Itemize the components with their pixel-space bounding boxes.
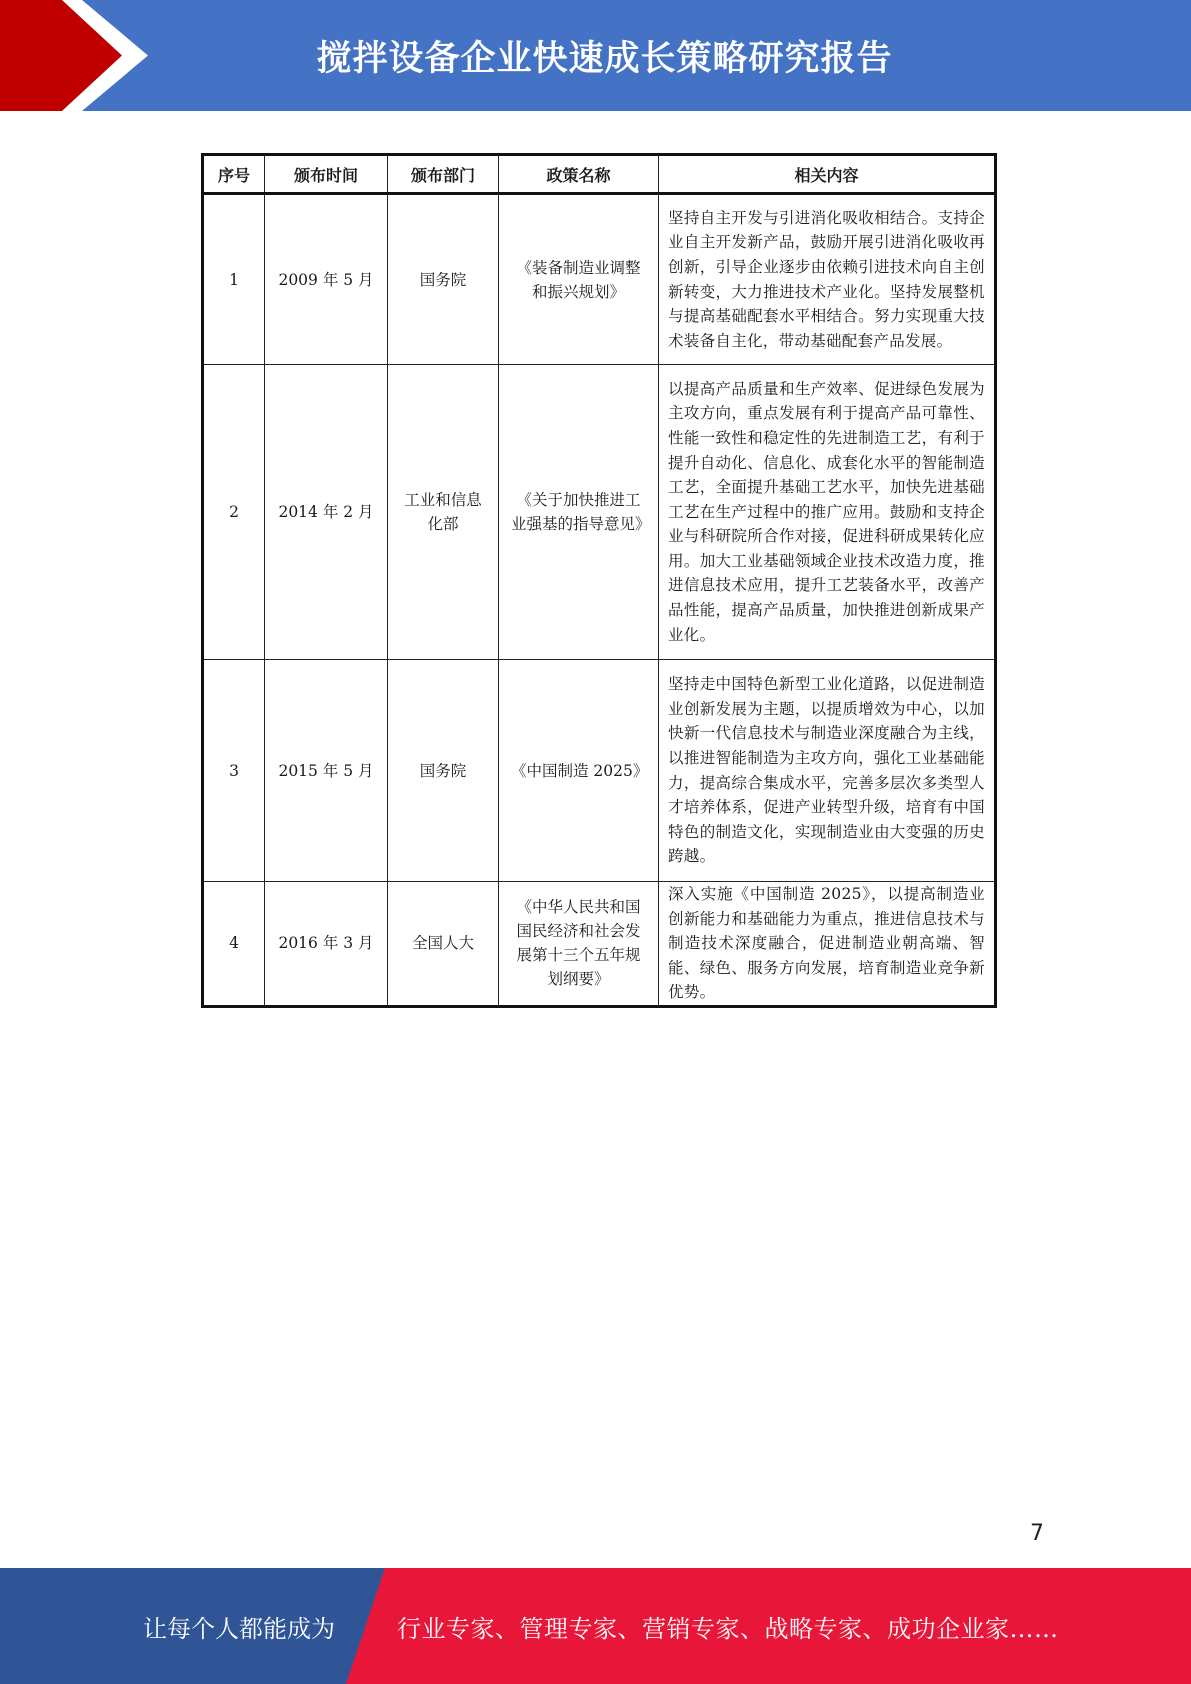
- table-header-row: [203, 155, 996, 194]
- cell-content: 深入实施《中国制造 2025》，以提高制造业创新能力和基础能力为重点，推进信息技术与制造技术深度融合，促进制造业朝高端、智能、绿色、服务方向发展，培育制造业竞争新优势。: [659, 882, 996, 1007]
- header-no: 序号: [203, 155, 265, 194]
- table-row: [203, 194, 996, 365]
- header-policy-name: 政策名称: [499, 155, 659, 194]
- cell-dept: 国务院: [388, 194, 499, 365]
- cell-policy-name: 《关于加快推进工业强基的指导意见》: [499, 365, 659, 660]
- cell-content: 坚持自主开发与引进消化吸收相结合。支持企业自主开发新产品，鼓励开展引进消化吸收再创新，引导企业逐步由依赖引进技术向自主创新转变，大力推进技术产业化。坚持发展整机与提高基础配套水平相结合。努力实现重大技术装备自主化，带动基础配套产品发展。: [659, 194, 996, 365]
- cell-policy-name: 《装备制造业调整和振兴规划》: [499, 194, 659, 365]
- cell-no: 1: [203, 194, 265, 365]
- header-content: 相关内容: [659, 155, 996, 194]
- footer-slogan-left: 让每个人都能成为: [143, 1614, 335, 1643]
- cell-no: 4: [203, 882, 265, 1007]
- page-header: [0, 0, 1191, 111]
- header-date: 颁布时间: [265, 155, 388, 194]
- table-row: [203, 365, 996, 660]
- cell-policy-name: 《中华人民共和国国民经济和社会发展第十三个五年规划纲要》: [499, 882, 659, 1007]
- cell-date: 2014 年 2 月: [265, 365, 388, 660]
- policy-table: [201, 153, 997, 1008]
- cell-policy-name: 《中国制造 2025》: [499, 660, 659, 882]
- cell-content: 坚持走中国特色新型工业化道路，以促进制造业创新发展为主题，以提质增效为中心，以加快新一代信息技术与制造业深度融合为主线，以推进智能制造为主攻方向，强化工业基础能力，提高综合集成水平，完善多层次多类型人才培养体系，促进产业转型升级，培育有中国特色的制造文化，实现制造业由大变强的历史跨越。: [659, 660, 996, 882]
- header-dept: 颁布部门: [388, 155, 499, 194]
- cell-dept: 国务院: [388, 660, 499, 882]
- table-row: [203, 660, 996, 882]
- page-number: 7: [1030, 1521, 1044, 1546]
- report-title: 搅拌设备企业快速成长策略研究报告: [316, 38, 893, 79]
- cell-date: 2009 年 5 月: [265, 194, 388, 365]
- cell-date: 2016 年 3 月: [265, 882, 388, 1007]
- footer-slogan-right: 行业专家、管理专家、营销专家、战略专家、成功企业家……: [397, 1614, 1059, 1643]
- cell-dept: 工业和信息化部: [388, 365, 499, 660]
- cell-dept: 全国人大: [388, 882, 499, 1007]
- cell-date: 2015 年 5 月: [265, 660, 388, 882]
- cell-no: 3: [203, 660, 265, 882]
- table-row: [203, 882, 996, 1007]
- cell-content: 以提高产品质量和生产效率、促进绿色发展为主攻方向，重点发展有利于提高产品可靠性、性能一致性和稳定性的先进制造工艺，有利于提升自动化、信息化、成套化水平的智能制造工艺，全面提升基础工艺水平，加快先进基础工艺在生产过程中的推广应用。鼓励和支持企业与科研院所合作对接，促进科研成果转化应用。加大工业基础领域企业技术改造力度，推进信息技术应用，提升工艺装备水平，改善产品性能，提高产品质量，加快推进创新成果产业化。: [659, 365, 996, 660]
- page-footer: [0, 1568, 1191, 1684]
- cell-no: 2: [203, 365, 265, 660]
